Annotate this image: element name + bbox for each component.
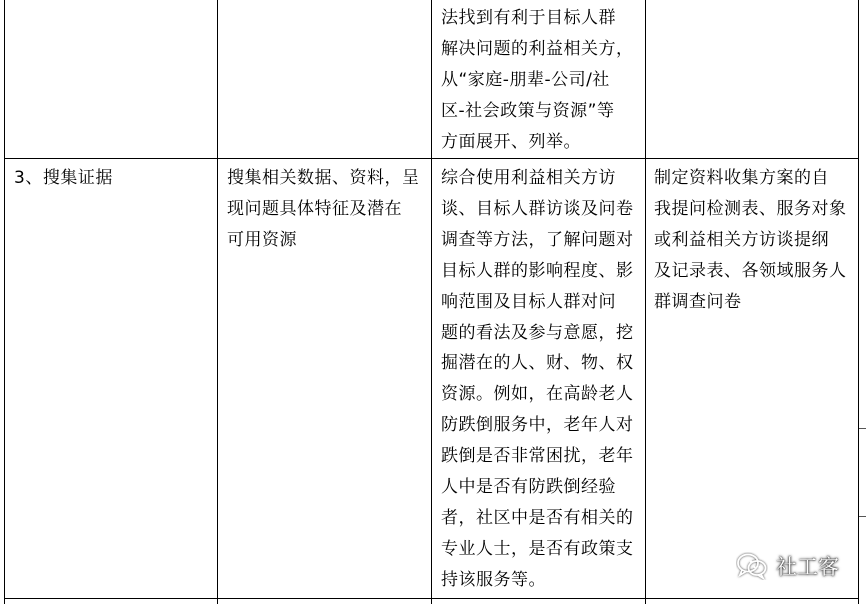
row2-col4-text: 制定资料收集方案的自 我提问检测表、服务对象 或利益相关方访谈提纲 及记录表、各领域服务人 群调查问卷 xyxy=(654,168,847,312)
table-divider-3 xyxy=(645,0,646,604)
wechat-icon xyxy=(736,552,768,580)
row-divider-bottom xyxy=(4,598,859,599)
table-divider-1 xyxy=(217,0,218,604)
row2-col3-text: 综合使用利益相关方访 谈、目标人群访谈及问卷 调查等方法，了解问题对 目标人群的影响程度、影 响范围及目标人群对问 题的看法及参与意愿，挖 掘潜在的人、财、物、权 资源。例如，在高龄老人 防跌倒服务中，老年人对 跌倒是否非常困扰，老年 人中是否有防跌倒经验 者，社区中是否有相关的 专业人士，是否有政策支 持该服务等。 xyxy=(441,168,634,590)
table-border-left xyxy=(4,0,5,604)
watermark-text: 社工客 xyxy=(776,555,839,579)
edge-mark xyxy=(859,516,866,517)
table-border-right xyxy=(858,0,859,604)
row-divider xyxy=(4,158,859,159)
table-divider-2 xyxy=(431,0,432,604)
row2-col2-text: 搜集相关数据、资料，呈 现问题具体特征及潜在 可用资源 xyxy=(227,168,420,250)
row2-col1-text: 3、搜集证据 xyxy=(14,168,113,188)
edge-mark xyxy=(859,428,866,429)
row1-col3-text: 法找到有利于目标人群 解决问题的利益相关方， 从“家庭-朋辈-公司/社 区-社会政策与资源”等 方面展开、列举。 xyxy=(441,8,634,152)
watermark xyxy=(736,548,839,584)
